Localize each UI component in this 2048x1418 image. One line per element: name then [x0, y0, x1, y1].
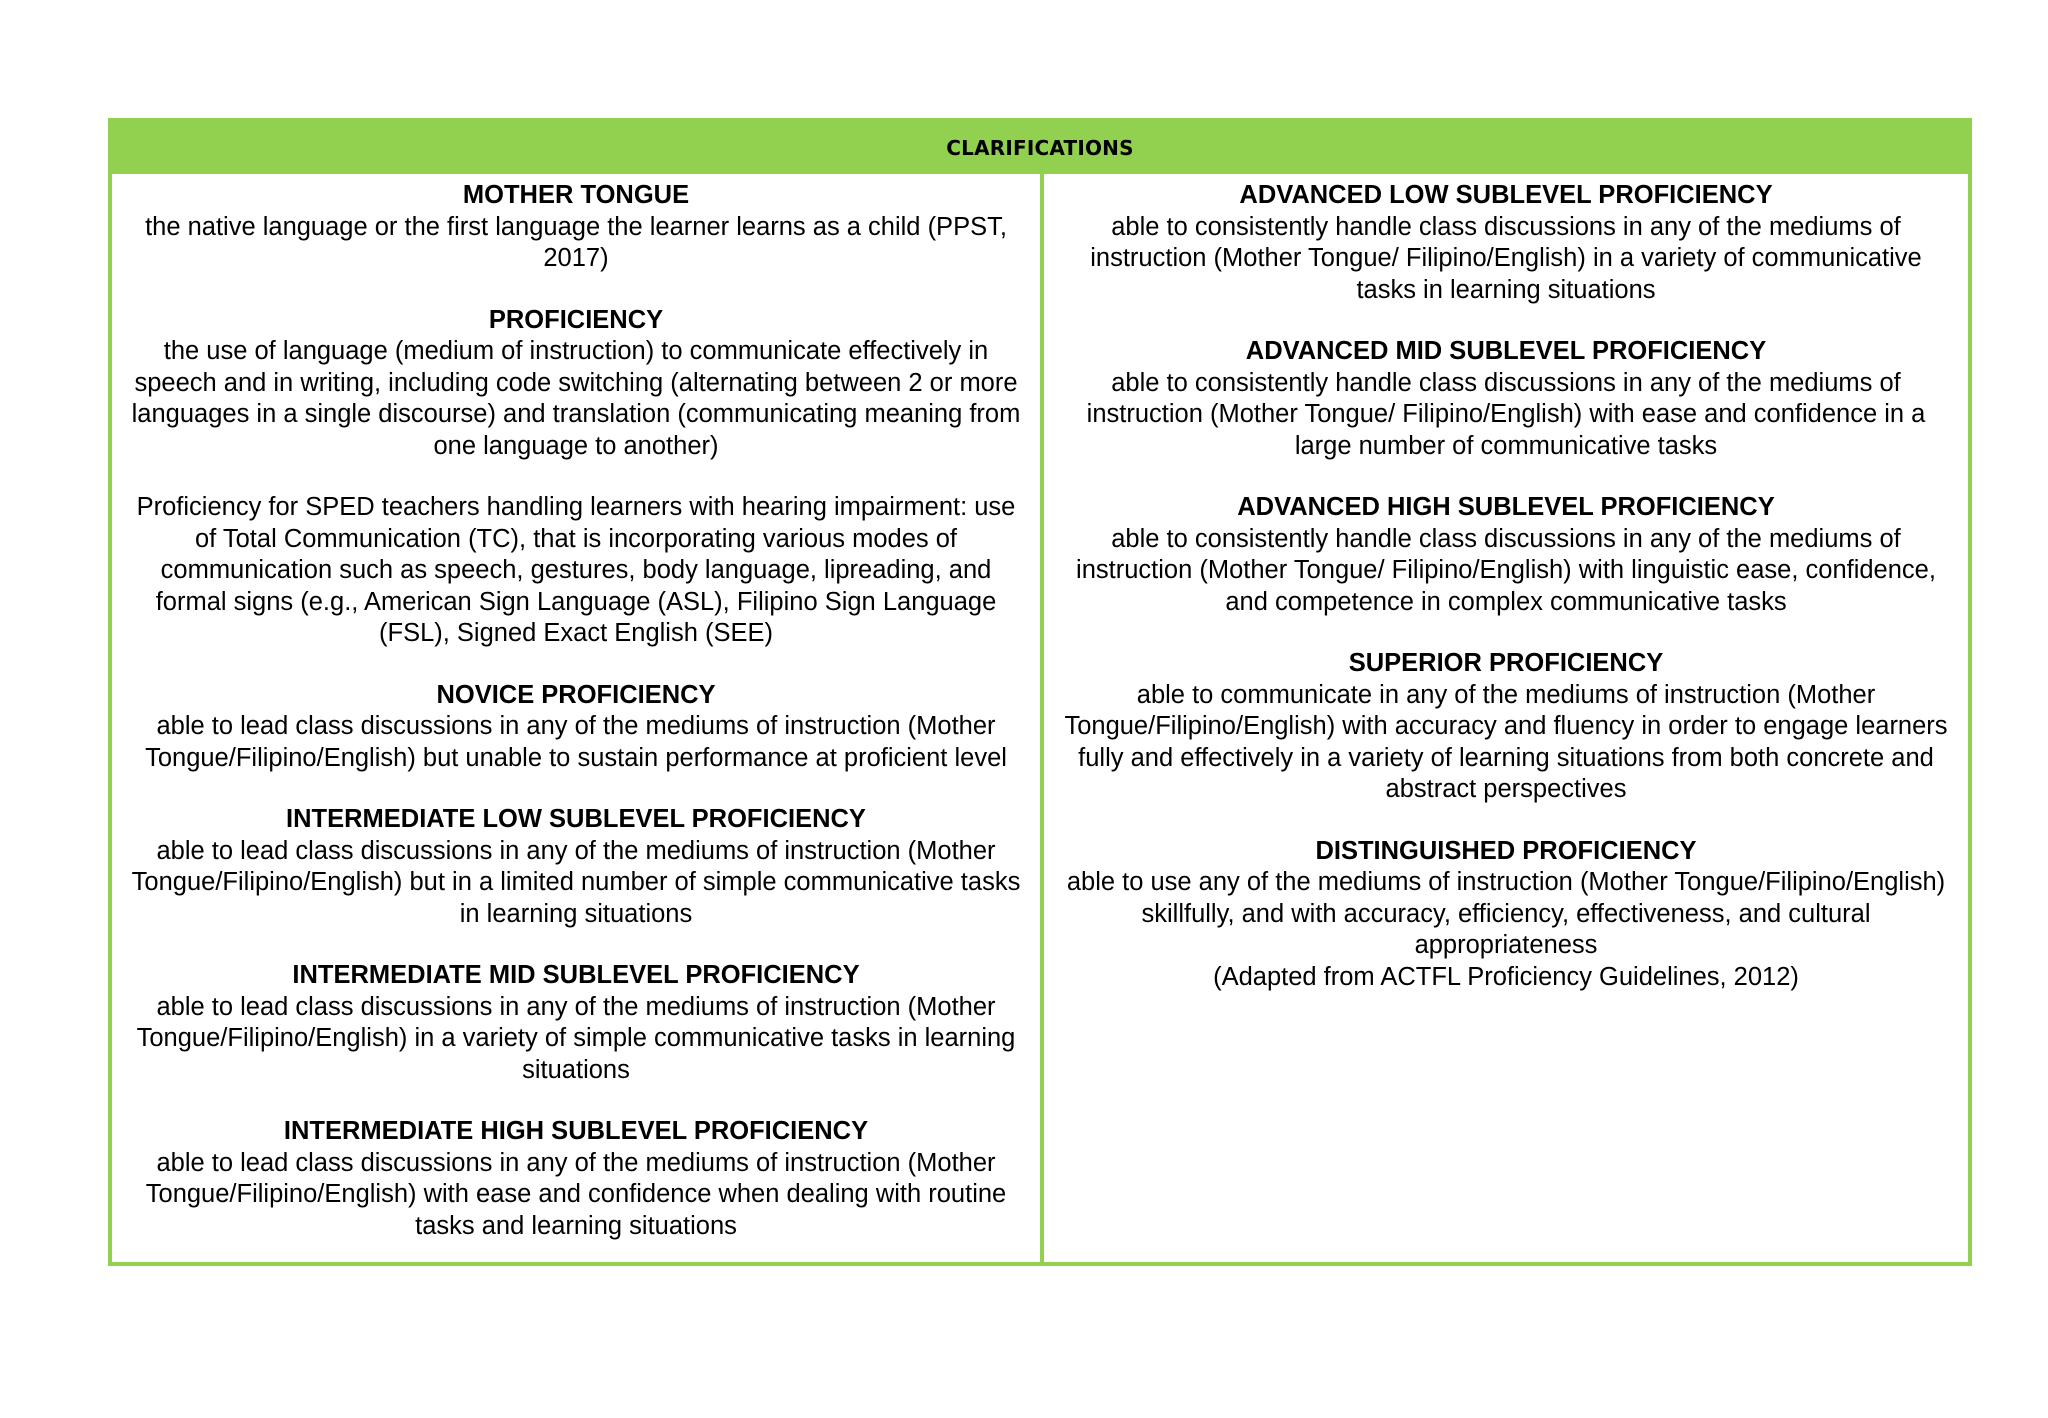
entry-advanced-mid	[1058, 336, 1954, 462]
table-title: CLARIFICATIONS	[946, 136, 1134, 160]
term-definition: able to lead class discussions in any of the mediums of instruction (Mother Tongue/Filipino/English) with ease and confidence when dealing with routine tasks and learning situations	[145, 1148, 1007, 1240]
term-definition: able to lead class discussions in any of the mediums of instruction (Mother Tongue/Filipino/English) but unable to sustain performance at proficient level	[145, 712, 1007, 772]
sped-note: Proficiency for SPED teachers handling learners with hearing impairment: use of Total Communication (TC), that is incorporating various modes of communication such as speech, gestures, body language, lipreading, and formal signs (e.g., American Sign Language (ASL), Filipino Sign Language (FSL), Signed Exact English (SEE)	[136, 493, 1016, 647]
table-header	[112, 122, 1968, 174]
term-definition: the use of language (medium of instruction) to communicate effectively in speech and in writing, including code switching (alternating between 2 or more languages in a single discourse) and translation (communicating meaning from one language to another)	[131, 337, 1021, 460]
clarifications-table	[108, 118, 1972, 1266]
term-heading: INTERMEDIATE LOW SUBLEVEL PROFICIENCY	[286, 805, 866, 833]
term-heading: INTERMEDIATE HIGH SUBLEVEL PROFICIENCY	[283, 1117, 869, 1145]
term-heading: PROFICIENCY	[488, 305, 664, 334]
term-heading: NOVICE PROFICIENCY	[436, 680, 716, 709]
term-definition: able to consistently handle class discussions in any of the mediums of instruction (Mother Tongue/ Filipino/English) with ease and confidence in a large number of communicative tasks	[1086, 368, 1926, 460]
term-heading: DISTINGUISHED PROFICIENCY	[1315, 836, 1697, 865]
entry-mother-tongue	[130, 180, 1022, 275]
entry-distinguished	[1058, 836, 1954, 994]
term-definition: able to consistently handle class discussions in any of the mediums of instruction (Mother Tongue/ Filipino/English) in a variety of communicative tasks in learning situations	[1090, 212, 1922, 304]
entry-proficiency	[130, 305, 1022, 650]
term-definition: able to lead class discussions in any of the mediums of instruction (Mother Tongue/Filipino/English) in a variety of simple communicative tasks in learning situations	[136, 992, 1016, 1084]
term-definition: able to lead class discussions in any of the mediums of instruction (Mother Tongue/Filipino/English) but in a limited number of simple communicative tasks in learning situations	[131, 836, 1021, 928]
term-heading: MOTHER TONGUE	[462, 181, 690, 209]
entry-intermediate-mid	[130, 960, 1022, 1086]
entry-advanced-low	[1058, 180, 1954, 306]
entry-superior	[1058, 648, 1954, 806]
entry-intermediate-low	[130, 804, 1022, 930]
term-definition: able to communicate in any of the mediums of instruction (Mother Tongue/Filipino/English) with accuracy and fluency in order to engage learners fully and effectively in a variety of learning situations from both concrete and abstract perspectives	[1064, 680, 1948, 803]
entry-advanced-high	[1058, 492, 1954, 618]
term-heading: ADVANCED HIGH SUBLEVEL PROFICIENCY	[1237, 493, 1775, 521]
right-column	[1044, 174, 1968, 1262]
term-heading: INTERMEDIATE MID SUBLEVEL PROFICIENCY	[292, 961, 860, 989]
term-heading: ADVANCED MID SUBLEVEL PROFICIENCY	[1245, 337, 1767, 365]
term-definition: able to consistently handle class discussions in any of the mediums of instruction (Mother Tongue/ Filipino/English) with linguistic ease, confidence, and competence in complex communicative tasks	[1076, 524, 1936, 616]
entry-intermediate-high	[130, 1116, 1022, 1242]
entry-novice-proficiency	[130, 680, 1022, 775]
term-heading: SUPERIOR PROFICIENCY	[1348, 649, 1664, 677]
left-column	[112, 174, 1044, 1262]
source-citation: (Adapted from ACTFL Proficiency Guidelines, 2012)	[1213, 962, 1799, 991]
term-heading: ADVANCED LOW SUBLEVEL PROFICIENCY	[1239, 181, 1773, 209]
term-definition: the native language or the first language the learner learns as a child (PPST, 2017)	[145, 212, 1007, 272]
term-definition: able to use any of the mediums of instruction (Mother Tongue/Filipino/English) skillfully, and with accuracy, efficiency, effectiveness, and cultural appropriateness	[1066, 868, 1946, 959]
